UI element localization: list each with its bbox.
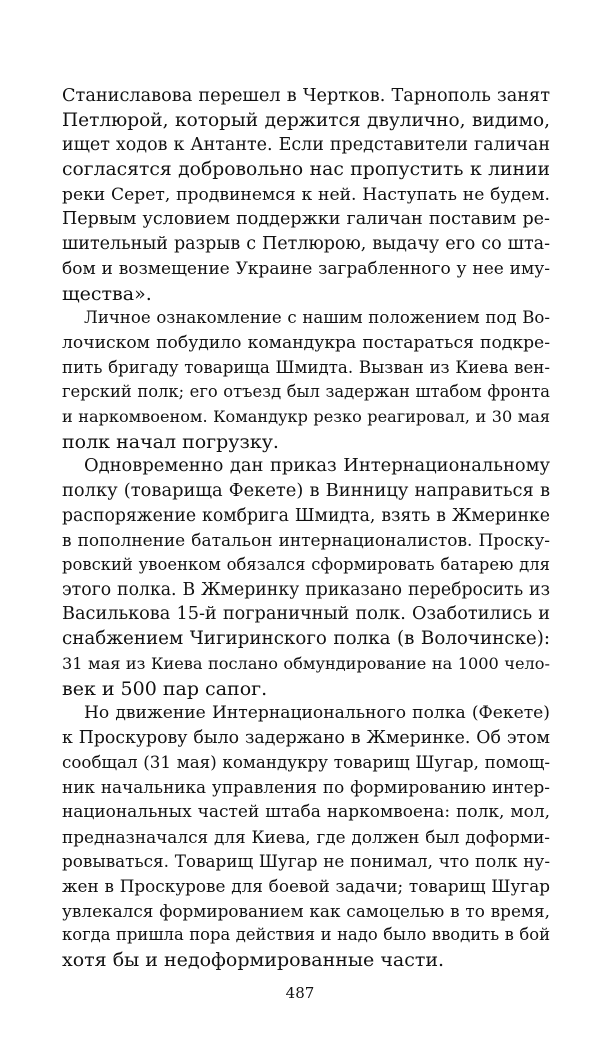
text-line: и наркомвоеном. Командукр резко реагировал, и 30 мая [62, 406, 550, 426]
text-line: щества». [62, 282, 152, 305]
text-line: сообщал (31 мая) командукру товарищ Шугар, помощ- [62, 752, 550, 772]
text-line: предназначался для Киева, где должен был доформи- [62, 826, 550, 847]
text-line: Василькова 15-й пограничный полк. Озаботились и [62, 604, 550, 625]
text-line: шительный разрыв с Петлюрою, выдачу его со шта- [62, 234, 550, 255]
paragraph-4 [62, 701, 550, 973]
text-line: хотя бы и недоформированные части. [62, 949, 445, 972]
paragraph-1 [62, 84, 550, 306]
text-line: Но движение Интернационального полка (Фекете) [84, 703, 550, 724]
text-line: ищет ходов к Антанте. Если представители галичан [62, 135, 550, 156]
text-line: полку (товарища Фекете) в Винницу направиться в [62, 480, 550, 501]
text-line: герский полк; его отъезд был задержан штабом фронта [62, 382, 550, 402]
text-line: распоряжение комбрига Шмидта, взять в Жмеринке [62, 505, 550, 526]
text-line: Станиславова перешел в Чертков. Тарнополь занят [62, 86, 550, 106]
text-line: полк начал погрузку. [62, 430, 279, 453]
book-page-text [62, 84, 550, 973]
text-line: этого полка. В Жмеринку приказано перебросить из [62, 579, 550, 600]
text-line: Личное ознакомление с нашим положением под Во- [84, 308, 550, 328]
text-line: век и 500 пар сапог. [62, 677, 268, 700]
text-line: реки Серет, продвинемся к ней. Наступать не будем. [62, 184, 550, 205]
text-line: 31 мая из Киева послано обмундирование на 1000 чело- [62, 653, 550, 673]
text-line: в пополнение батальон интернационалистов. Проску- [62, 530, 550, 551]
paragraph-3 [62, 454, 550, 701]
text-line: ровский увоенком обязался сформировать батарею для [62, 555, 550, 575]
text-line: лочиском побудило командукра постараться подкре- [62, 332, 550, 353]
text-line: согласятся добровольно нас пропустить к линии [62, 159, 550, 181]
text-line: национальных частей штаба наркомвоена: полк, мол, [62, 801, 550, 822]
text-line: Одновременно дан приказ Интернациональному [84, 455, 550, 477]
page-number: 487 [285, 984, 315, 1002]
text-line: ровываться. Товарищ Шугар не понимал, что полк ну- [62, 851, 550, 872]
text-line: Петлюрой, который держится двулично, видимо, [62, 109, 550, 131]
text-line: увлекался формированием как самоцелью в то время, [62, 900, 550, 921]
text-line: снабжением Чигиринского полка (в Волочинске): [62, 628, 550, 650]
text-line: ник начальника управления по формированию интер- [62, 777, 550, 798]
text-line: бом и возмещение Украине заграбленного у нее иму- [62, 258, 550, 279]
text-line: пить бригаду товарища Шмидта. Вызван из Киева вен- [62, 357, 550, 377]
text-line: Первым условием поддержки галичан поставим ре- [62, 209, 550, 230]
text-line: к Проскурову было задержано в Жмеринке. Об этом [62, 727, 550, 748]
text-line: когда пришла пора действия и надо было вводить в бой [62, 925, 550, 945]
text-line: жен в Проскурове для боевой задачи; товарищ Шугар [62, 876, 550, 896]
paragraph-2 [62, 306, 550, 454]
